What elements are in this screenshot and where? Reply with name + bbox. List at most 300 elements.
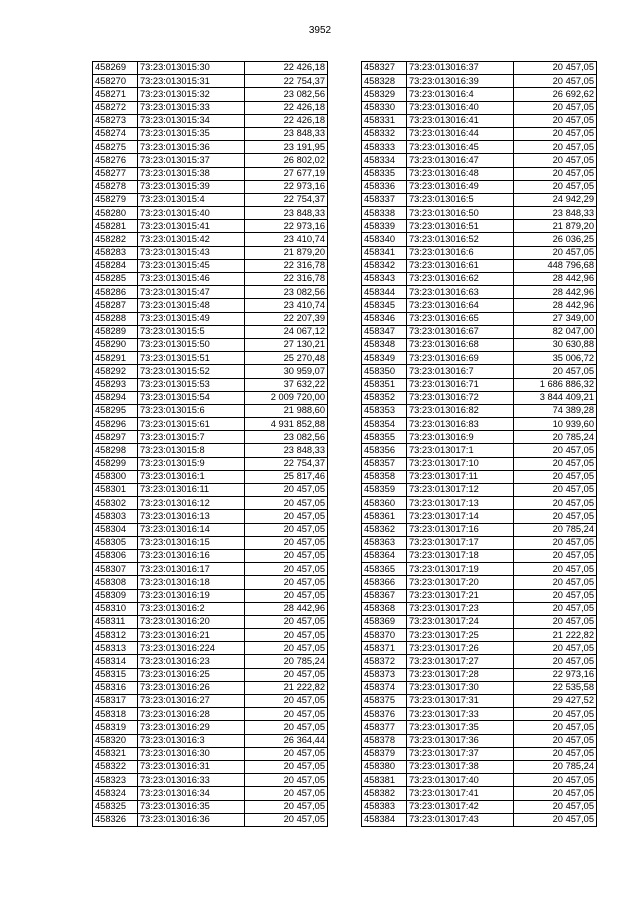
cadastral-number-cell: 73:23:013017:13 [407,497,514,510]
amount-cell: 20 457,05 [514,602,597,615]
table-row [362,220,597,233]
amount-cell: 27 677,19 [245,167,328,180]
amount-cell: 20 457,05 [245,800,328,813]
cadastral-number-cell: 73:23:013016:9 [407,431,514,444]
table-row [93,114,328,127]
row-number-cell: 458328 [362,75,407,88]
table-row [93,681,328,694]
amount-cell: 23 848,33 [245,207,328,220]
table-row [362,668,597,681]
table-row [93,774,328,787]
table-row [362,787,597,800]
amount-cell: 20 457,05 [514,154,597,167]
table-row [93,536,328,549]
table-row [93,299,328,312]
table-row [362,391,597,404]
amount-cell: 23 410,74 [245,299,328,312]
row-number-cell: 458318 [93,708,138,721]
table-row [362,325,597,338]
cadastral-number-cell: 73:23:013017:24 [407,615,514,628]
amount-cell: 21 879,20 [245,246,328,259]
cadastral-number-cell: 73:23:013015:6 [138,404,245,417]
row-number-cell: 458325 [93,800,138,813]
amount-cell: 20 457,05 [245,642,328,655]
cadastral-number-cell: 73:23:013015:50 [138,338,245,351]
amount-cell: 23 191,95 [245,141,328,154]
cadastral-number-cell: 73:23:013015:54 [138,391,245,404]
row-number-cell: 458297 [93,431,138,444]
row-number-cell: 458338 [362,207,407,220]
amount-cell: 23 848,33 [514,207,597,220]
row-number-cell: 458278 [93,180,138,193]
cadastral-number-cell: 73:23:013015:4 [138,193,245,206]
cadastral-number-cell: 73:23:013016:6 [407,246,514,259]
row-number-cell: 458293 [93,378,138,391]
amount-cell: 23 848,33 [245,444,328,457]
amount-cell: 20 457,05 [514,101,597,114]
row-number-cell: 458377 [362,721,407,734]
row-number-cell: 458332 [362,127,407,140]
amount-cell: 27 130,21 [245,338,328,351]
cadastral-number-cell: 73:23:013015:48 [138,299,245,312]
amount-cell: 28 442,96 [245,602,328,615]
row-number-cell: 458316 [93,681,138,694]
cadastral-number-cell: 73:23:013016:34 [138,787,245,800]
table-row [93,576,328,589]
amount-cell: 22 535,58 [514,681,597,694]
row-number-cell: 458320 [93,734,138,747]
table-row [93,747,328,760]
table-row [362,708,597,721]
row-number-cell: 458301 [93,484,138,497]
cadastral-number-cell: 73:23:013015:53 [138,378,245,391]
amount-cell: 20 457,05 [514,127,597,140]
cadastral-number-cell: 73:23:013016:62 [407,273,514,286]
row-number-cell: 458380 [362,760,407,773]
cadastral-number-cell: 73:23:013016:48 [407,167,514,180]
row-number-cell: 458336 [362,180,407,193]
cadastral-number-cell: 73:23:013016:21 [138,629,245,642]
row-number-cell: 458272 [93,101,138,114]
amount-cell: 20 457,05 [245,708,328,721]
table-row [362,299,597,312]
row-number-cell: 458274 [93,127,138,140]
table-row [93,787,328,800]
amount-cell: 20 457,05 [245,589,328,602]
cadastral-number-cell: 73:23:013016:39 [407,75,514,88]
row-number-cell: 458383 [362,800,407,813]
cadastral-number-cell: 73:23:013015:41 [138,220,245,233]
row-number-cell: 458302 [93,497,138,510]
cadastral-number-cell: 73:23:013016:49 [407,180,514,193]
row-number-cell: 458287 [93,299,138,312]
table-row [93,734,328,747]
row-number-cell: 458370 [362,629,407,642]
row-number-cell: 458276 [93,154,138,167]
row-number-cell: 458286 [93,286,138,299]
amount-cell: 22 754,37 [245,457,328,470]
row-number-cell: 458275 [93,141,138,154]
row-number-cell: 458295 [93,404,138,417]
row-number-cell: 458355 [362,431,407,444]
row-number-cell: 458337 [362,193,407,206]
table-row [362,576,597,589]
row-number-cell: 458357 [362,457,407,470]
amount-cell: 35 006,72 [514,352,597,365]
cadastral-number-cell: 73:23:013016:71 [407,378,514,391]
cadastral-number-cell: 73:23:013015:5 [138,325,245,338]
amount-cell: 1 686 886,32 [514,378,597,391]
row-number-cell: 458334 [362,154,407,167]
cadastral-number-cell: 73:23:013016:33 [138,774,245,787]
amount-cell: 20 457,05 [514,180,597,193]
cadastral-number-cell: 73:23:013015:32 [138,88,245,101]
cadastral-number-cell: 73:23:013016:17 [138,563,245,576]
row-number-cell: 458378 [362,734,407,747]
amount-cell: 23 082,56 [245,88,328,101]
cadastral-number-cell: 73:23:013016:1 [138,470,245,483]
cadastral-number-cell: 73:23:013015:47 [138,286,245,299]
cadastral-number-cell: 73:23:013016:72 [407,391,514,404]
row-number-cell: 458379 [362,747,407,760]
cadastral-number-cell: 73:23:013017:10 [407,457,514,470]
cadastral-number-cell: 73:23:013016:27 [138,695,245,708]
row-number-cell: 458300 [93,470,138,483]
row-number-cell: 458362 [362,523,407,536]
amount-cell: 20 457,05 [514,470,597,483]
cadastral-number-cell: 73:23:013015:31 [138,75,245,88]
row-number-cell: 458291 [93,352,138,365]
table-row [362,207,597,220]
cadastral-number-cell: 73:23:013016:50 [407,207,514,220]
row-number-cell: 458352 [362,391,407,404]
row-number-cell: 458329 [362,88,407,101]
cadastral-number-cell: 73:23:013016:224 [138,642,245,655]
cadastral-number-cell: 73:23:013016:30 [138,747,245,760]
table-row [362,655,597,668]
cadastral-number-cell: 73:23:013015:39 [138,180,245,193]
amount-cell: 21 222,82 [514,629,597,642]
row-number-cell: 458306 [93,549,138,562]
cadastral-number-cell: 73:23:013016:35 [138,800,245,813]
cadastral-number-cell: 73:23:013016:13 [138,510,245,523]
row-number-cell: 458271 [93,88,138,101]
cadastral-number-cell: 73:23:013015:46 [138,273,245,286]
cadastral-number-cell: 73:23:013016:69 [407,352,514,365]
row-number-cell: 458374 [362,681,407,694]
table-row [93,325,328,338]
cadastral-number-cell: 73:23:013016:26 [138,681,245,694]
amount-cell: 22 426,18 [245,114,328,127]
amount-cell: 20 457,05 [514,536,597,549]
cadastral-number-cell: 73:23:013017:42 [407,800,514,813]
row-number-cell: 458269 [93,62,138,75]
table-row [362,193,597,206]
row-number-cell: 458289 [93,325,138,338]
row-number-cell: 458303 [93,510,138,523]
row-number-cell: 458277 [93,167,138,180]
table-row [93,154,328,167]
amount-cell: 27 349,00 [514,312,597,325]
amount-cell: 22 426,18 [245,101,328,114]
cadastral-number-cell: 73:23:013016:4 [407,88,514,101]
table-row [93,246,328,259]
amount-cell: 20 457,05 [245,549,328,562]
row-number-cell: 458353 [362,404,407,417]
table-row [362,127,597,140]
row-number-cell: 458309 [93,589,138,602]
cadastral-number-cell: 73:23:013015:51 [138,352,245,365]
cadastral-number-cell: 73:23:013016:63 [407,286,514,299]
cadastral-number-cell: 73:23:013017:20 [407,576,514,589]
amount-cell: 20 457,05 [514,655,597,668]
amount-cell: 22 973,16 [514,668,597,681]
cadastral-number-cell: 73:23:013015:38 [138,167,245,180]
cadastral-number-cell: 73:23:013017:26 [407,642,514,655]
amount-cell: 24 067,12 [245,325,328,338]
row-number-cell: 458342 [362,259,407,272]
table-row [93,273,328,286]
amount-cell: 82 047,00 [514,325,597,338]
cadastral-number-cell: 73:23:013015:36 [138,141,245,154]
table-row [362,642,597,655]
amount-cell: 20 457,05 [245,629,328,642]
amount-cell: 20 457,05 [514,747,597,760]
table-row [362,62,597,75]
table-row [362,497,597,510]
cadastral-number-cell: 73:23:013015:7 [138,431,245,444]
row-number-cell: 458290 [93,338,138,351]
amount-cell: 22 754,37 [245,193,328,206]
table-row [93,760,328,773]
table-row [362,734,597,747]
amount-cell: 20 457,05 [245,615,328,628]
row-number-cell: 458348 [362,338,407,351]
cadastral-number-cell: 73:23:013015:42 [138,233,245,246]
table-row [362,418,597,431]
cadastral-number-cell: 73:23:013015:34 [138,114,245,127]
table-row [93,391,328,404]
row-number-cell: 458361 [362,510,407,523]
row-number-cell: 458346 [362,312,407,325]
amount-cell: 20 457,05 [514,734,597,747]
cadastral-number-cell: 73:23:013015:61 [138,418,245,431]
cadastral-number-cell: 73:23:013017:1 [407,444,514,457]
table-row [93,193,328,206]
registry-table-right-body [362,62,597,827]
row-number-cell: 458298 [93,444,138,457]
amount-cell: 22 316,78 [245,259,328,272]
table-row [362,800,597,813]
row-number-cell: 458363 [362,536,407,549]
row-number-cell: 458375 [362,695,407,708]
registry-table-left-body [93,62,328,827]
cadastral-number-cell: 73:23:013016:36 [138,813,245,826]
cadastral-number-cell: 73:23:013016:65 [407,312,514,325]
row-number-cell: 458376 [362,708,407,721]
row-number-cell: 458344 [362,286,407,299]
amount-cell: 20 457,05 [514,167,597,180]
row-number-cell: 458296 [93,418,138,431]
amount-cell: 20 785,24 [245,655,328,668]
row-number-cell: 458321 [93,747,138,760]
cadastral-number-cell: 73:23:013016:19 [138,589,245,602]
table-row [362,444,597,457]
amount-cell: 25 817,46 [245,470,328,483]
amount-cell: 23 848,33 [245,127,328,140]
cadastral-number-cell: 73:23:013016:25 [138,668,245,681]
cadastral-number-cell: 73:23:013016:52 [407,233,514,246]
amount-cell: 21 222,82 [245,681,328,694]
cadastral-number-cell: 73:23:013017:35 [407,721,514,734]
cadastral-number-cell: 73:23:013017:12 [407,484,514,497]
row-number-cell: 458364 [362,549,407,562]
row-number-cell: 458368 [362,602,407,615]
table-row [362,404,597,417]
table-row [93,708,328,721]
table-row [93,62,328,75]
cadastral-number-cell: 73:23:013016:11 [138,484,245,497]
cadastral-number-cell: 73:23:013016:29 [138,721,245,734]
table-row [93,365,328,378]
amount-cell: 22 754,37 [245,75,328,88]
table-row [93,431,328,444]
row-number-cell: 458288 [93,312,138,325]
amount-cell: 20 457,05 [514,721,597,734]
amount-cell: 20 785,24 [514,523,597,536]
table-row [362,523,597,536]
row-number-cell: 458307 [93,563,138,576]
cadastral-number-cell: 73:23:013016:45 [407,141,514,154]
row-number-cell: 458369 [362,615,407,628]
amount-cell: 20 457,05 [245,774,328,787]
row-number-cell: 458317 [93,695,138,708]
amount-cell: 28 442,96 [514,286,597,299]
table-row [362,167,597,180]
amount-cell: 20 457,05 [245,787,328,800]
row-number-cell: 458366 [362,576,407,589]
cadastral-number-cell: 73:23:013017:36 [407,734,514,747]
cadastral-number-cell: 73:23:013016:64 [407,299,514,312]
table-row [93,629,328,642]
row-number-cell: 458333 [362,141,407,154]
cadastral-number-cell: 73:23:013016:68 [407,338,514,351]
row-number-cell: 458304 [93,523,138,536]
row-number-cell: 458305 [93,536,138,549]
table-row [362,312,597,325]
amount-cell: 21 879,20 [514,220,597,233]
registry-table-right [361,61,597,827]
row-number-cell: 458345 [362,299,407,312]
cadastral-number-cell: 73:23:013016:83 [407,418,514,431]
table-row [93,338,328,351]
cadastral-number-cell: 73:23:013015:37 [138,154,245,167]
row-number-cell: 458371 [362,642,407,655]
row-number-cell: 458365 [362,563,407,576]
cadastral-number-cell: 73:23:013017:28 [407,668,514,681]
row-number-cell: 458351 [362,378,407,391]
table-row [93,404,328,417]
amount-cell: 22 426,18 [245,62,328,75]
cadastral-number-cell: 73:23:013017:23 [407,602,514,615]
amount-cell: 20 457,05 [514,787,597,800]
amount-cell: 20 457,05 [514,497,597,510]
amount-cell: 20 457,05 [514,246,597,259]
amount-cell: 20 457,05 [245,695,328,708]
table-row [362,88,597,101]
table-row [362,75,597,88]
cadastral-number-cell: 73:23:013017:17 [407,536,514,549]
row-number-cell: 458281 [93,220,138,233]
table-row [93,510,328,523]
cadastral-number-cell: 73:23:013016:47 [407,154,514,167]
row-number-cell: 458282 [93,233,138,246]
row-number-cell: 458279 [93,193,138,206]
table-row [362,470,597,483]
row-number-cell: 458313 [93,642,138,655]
amount-cell: 74 389,28 [514,404,597,417]
table-row [93,312,328,325]
amount-cell: 30 959,07 [245,365,328,378]
table-row [93,286,328,299]
table-row [93,378,328,391]
table-row [362,286,597,299]
amount-cell: 23 410,74 [245,233,328,246]
cadastral-number-cell: 73:23:013016:15 [138,536,245,549]
amount-cell: 20 457,05 [514,484,597,497]
amount-cell: 20 457,05 [514,365,597,378]
cadastral-number-cell: 73:23:013017:14 [407,510,514,523]
table-row [93,695,328,708]
amount-cell: 4 931 852,88 [245,418,328,431]
table-row [93,457,328,470]
table-row [362,695,597,708]
cadastral-number-cell: 73:23:013015:9 [138,457,245,470]
amount-cell: 20 457,05 [514,800,597,813]
cadastral-number-cell: 73:23:013016:82 [407,404,514,417]
row-number-cell: 458340 [362,233,407,246]
table-row [362,536,597,549]
amount-cell: 20 457,05 [245,563,328,576]
table-row [93,141,328,154]
row-number-cell: 458285 [93,273,138,286]
row-number-cell: 458294 [93,391,138,404]
cadastral-number-cell: 73:23:013015:49 [138,312,245,325]
row-number-cell: 458360 [362,497,407,510]
cadastral-number-cell: 73:23:013016:14 [138,523,245,536]
amount-cell: 20 457,05 [514,444,597,457]
cadastral-number-cell: 73:23:013016:5 [407,193,514,206]
amount-cell: 20 785,24 [514,760,597,773]
table-row [93,523,328,536]
table-row [93,180,328,193]
table-row [93,88,328,101]
amount-cell: 20 457,05 [245,497,328,510]
row-number-cell: 458310 [93,602,138,615]
row-number-cell: 458331 [362,114,407,127]
row-number-cell: 458350 [362,365,407,378]
cadastral-number-cell: 73:23:013015:33 [138,101,245,114]
cadastral-number-cell: 73:23:013016:37 [407,62,514,75]
row-number-cell: 458280 [93,207,138,220]
row-number-cell: 458308 [93,576,138,589]
row-number-cell: 458343 [362,273,407,286]
table-row [362,602,597,615]
table-row [93,813,328,826]
row-number-cell: 458367 [362,589,407,602]
cadastral-number-cell: 73:23:013017:11 [407,470,514,483]
amount-cell: 20 457,05 [514,114,597,127]
